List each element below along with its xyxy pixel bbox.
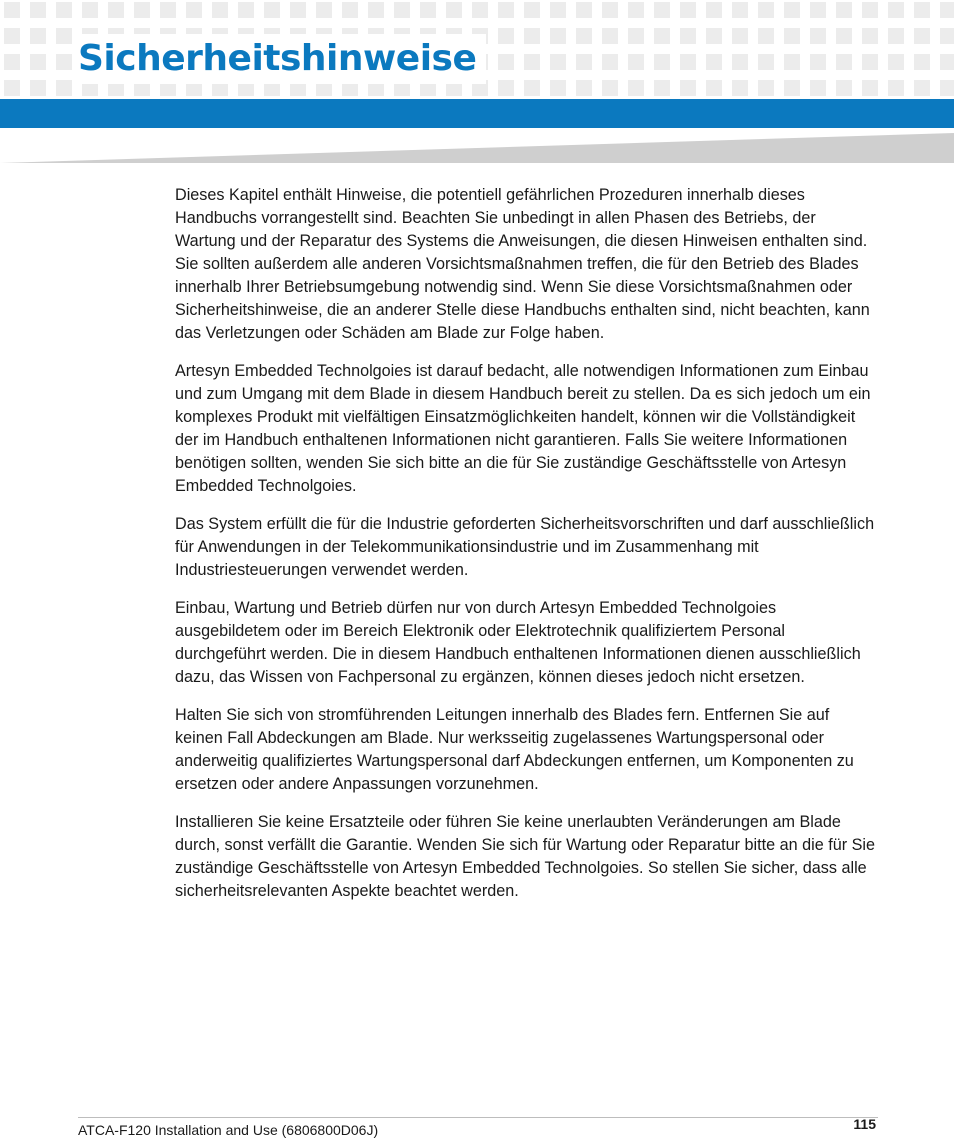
pattern-square (628, 28, 644, 44)
pattern-square (550, 28, 566, 44)
pattern-square (30, 2, 46, 18)
pattern-square (524, 28, 540, 44)
pattern-square (576, 80, 592, 96)
pattern-square (758, 80, 774, 96)
pattern-square (342, 2, 358, 18)
pattern-square (784, 2, 800, 18)
pattern-square (4, 28, 20, 44)
pattern-square (732, 28, 748, 44)
pattern-square (862, 28, 878, 44)
pattern-square (550, 2, 566, 18)
pattern-square (680, 54, 696, 70)
pattern-square (940, 54, 954, 70)
pattern-square (394, 2, 410, 18)
pattern-square (940, 2, 954, 18)
pattern-square (914, 2, 930, 18)
pattern-square (706, 54, 722, 70)
pattern-square (550, 54, 566, 70)
pattern-square (888, 80, 904, 96)
pattern-square (758, 54, 774, 70)
pattern-square (628, 80, 644, 96)
paragraph-4: Einbau, Wartung und Betrieb dürfen nur von durch Artesyn Embedded Technolgoies ausgebildetem oder im Bereich Elektronik oder Elektrotechnik qualifiziertem Personal durchgeführt werden. Die in diesem Handbuch enthaltenen Informationen dienen ausschließlich dazu, das Wissen von Fachpersonal zu ergänzen, können dieses jedoch nicht ersetzen. (175, 599, 861, 686)
pattern-square (56, 2, 72, 18)
pattern-square (914, 54, 930, 70)
pattern-square (602, 80, 618, 96)
pattern-square (524, 2, 540, 18)
pattern-square (940, 28, 954, 44)
pattern-square (498, 28, 514, 44)
pattern-square (888, 2, 904, 18)
pattern-square (628, 2, 644, 18)
pattern-square (446, 2, 462, 18)
pattern-square (836, 2, 852, 18)
pattern-square (4, 80, 20, 96)
pattern-square (498, 80, 514, 96)
pattern-square (134, 2, 150, 18)
pattern-square (576, 28, 592, 44)
body-text (175, 184, 880, 918)
pattern-square (4, 54, 20, 70)
pattern-square (654, 80, 670, 96)
pattern-square (758, 2, 774, 18)
pattern-square (30, 80, 46, 96)
header-blue-bar (0, 99, 954, 128)
footer-page-number: 115 (853, 1116, 876, 1132)
pattern-square (810, 80, 826, 96)
pattern-square (576, 2, 592, 18)
pattern-square (784, 80, 800, 96)
footer-divider (78, 1117, 878, 1118)
pattern-square (888, 28, 904, 44)
footer-document-title: ATCA-F120 Installation and Use (6806800D06J) (78, 1122, 379, 1138)
pattern-square (680, 2, 696, 18)
pattern-square (914, 28, 930, 44)
pattern-square (810, 54, 826, 70)
pattern-square (940, 80, 954, 96)
pattern-square (602, 28, 618, 44)
pattern-square (836, 28, 852, 44)
pattern-square (654, 28, 670, 44)
pattern-square (56, 28, 72, 44)
pattern-square (836, 54, 852, 70)
pattern-square (862, 80, 878, 96)
paragraph-1: Dieses Kapitel enthält Hinweise, die potentiell gefährlichen Prozeduren innerhalb dieses Handbuchs vorrangestellt sind. Beachten Sie unbedingt in allen Phasen des Betriebs, der Wartung und der Reparatur des Systems die Anweisungen, die diesen Hinweisen enthalten sind. Sie sollten außerdem alle anderen Vorsichtsmaßnahmen treffen, die für den Betrieb des Blades innerhalb Ihrer Betriebsumgebung notwendig sind. Wenn Sie diese Vorsichtsmaßnahmen oder Sicherheitshinweise, die an anderer Stelle diese Handbuchs enthalten sind, nicht beachten, kann das Verletzungen oder Schäden am Blade zur Folge haben. (175, 186, 870, 342)
pattern-square (914, 80, 930, 96)
pattern-square (4, 2, 20, 18)
pattern-square (810, 2, 826, 18)
pattern-square (732, 54, 748, 70)
pattern-square (82, 2, 98, 18)
pattern-square (238, 2, 254, 18)
pattern-square (160, 2, 176, 18)
pattern-square (602, 54, 618, 70)
header-gray-band (0, 133, 954, 163)
pattern-square (862, 2, 878, 18)
pattern-square (784, 28, 800, 44)
pattern-square (56, 80, 72, 96)
pattern-square (628, 54, 644, 70)
pattern-square (732, 2, 748, 18)
pattern-square (56, 54, 72, 70)
pattern-square (368, 2, 384, 18)
pattern-square (290, 2, 306, 18)
pattern-square (498, 54, 514, 70)
pattern-square (810, 28, 826, 44)
pattern-square (732, 80, 748, 96)
pattern-square (30, 28, 46, 44)
pattern-square (524, 54, 540, 70)
pattern-square (862, 54, 878, 70)
pattern-square (212, 2, 228, 18)
pattern-square (472, 2, 488, 18)
pattern-square (888, 54, 904, 70)
pattern-square (576, 54, 592, 70)
pattern-square (680, 80, 696, 96)
pattern-square (420, 2, 436, 18)
pattern-square (680, 28, 696, 44)
pattern-square (836, 80, 852, 96)
pattern-square (706, 80, 722, 96)
pattern-square (498, 2, 514, 18)
paragraph-2: Artesyn Embedded Technolgoies ist darauf bedacht, alle notwendigen Informationen zum Einbau und zum Umgang mit dem Blade in diesem Handbuch bereit zu stellen. Da es sich jedoch um ein komplexes Produkt mit vielfältigen Einsatzmöglichkeiten handelt, können wir die Vollständigkeit der im Handbuch enthaltenen Informationen nicht garantieren. Falls Sie weitere Informationen benötigen sollten, wenden Sie sich bitte an die für Sie zuständige Geschäftsstelle von Artesyn Embedded Technolgoies. (175, 362, 871, 495)
pattern-square (654, 54, 670, 70)
pattern-square (654, 2, 670, 18)
pattern-square (758, 28, 774, 44)
page-title: Sicherheitshinweise (78, 34, 486, 84)
paragraph-6: Installieren Sie keine Ersatzteile oder führen Sie keine unerlaubten Veränderungen am Blade durch, sonst verfällt die Garantie. Wenden Sie sich für Wartung oder Reparatur bitte an die für Sie zuständige Geschäftsstelle von Artesyn Embedded Technolgoies. So stellen Sie sicher, dass alle sicherheitsrelevanten Aspekte beachtet werden. (175, 813, 876, 900)
pattern-square (108, 2, 124, 18)
pattern-square (602, 2, 618, 18)
pattern-square (706, 28, 722, 44)
pattern-square (186, 2, 202, 18)
pattern-square (550, 80, 566, 96)
pattern-square (706, 2, 722, 18)
paragraph-3: Das System erfüllt die für die Industrie geforderten Sicherheitsvorschriften und darf ausschließlich für Anwendungen in der Telekommunikationsindustrie und im Zusammenhang mit Industriesteuerungen verwendet werden. (175, 515, 875, 579)
pattern-square (30, 54, 46, 70)
pattern-square (316, 2, 332, 18)
pattern-square (524, 80, 540, 96)
pattern-square (784, 54, 800, 70)
pattern-square (264, 2, 280, 18)
paragraph-5: Halten Sie sich von stromführenden Leitungen innerhalb des Blades fern. Entfernen Sie auf keinen Fall Abdeckungen am Blade. Nur werksseitig zugelassenes Wartungspersonal oder anderweitig qualifiziertes Wartungspersonal darf Abdeckungen entfernen, um Komponenten zu ersetzen oder andere Anpassungen vorzunehmen. (175, 706, 854, 793)
